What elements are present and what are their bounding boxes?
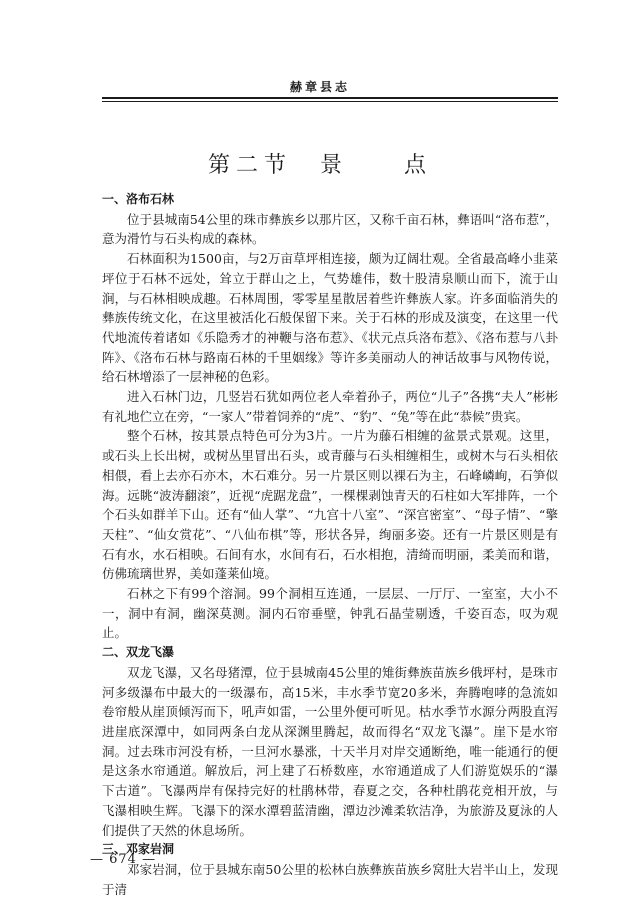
paragraph: 整个石林，按其景点特色可分为3片。一片为藤石相缠的盆景式景观。这里，或石头上长出树，或树丛里冒出石头，或青藤与石头相缠相生，或树木与石头相依相偎，看上去亦石亦木，木石难分。另一片景区则以裸石为主，石峰嶙峋，石笋似海。远眺“波涛翻滚”，近视“虎踞龙盘”，一棵棵剥蚀青天的石柱如大军排阵，一个个石头如群羊下山。还有“仙人掌”、“九宫十八室”、“深宫密室”、“母子情”、“擎天柱”、“仙女赏花”、“八仙布棋”等，形状各异，绚丽多姿。还有一片景区则是有石有水，水石相映。石间有水，水间有石，石水相抱，清绮而明丽，柔美而和谐，仿佛琉璃世界，美如蓬莱仙境。 xyxy=(102,428,558,582)
paragraph: 双龙飞瀑，又名母猪潭，位于县城南45公里的雉街彝族苗族乡俄坪村，是珠市河多级瀑布中最大的一级瀑布，高15米，丰水季节宽20多米，奔腾咆哮的急流如卷帘般从崖顶倾泻而下，吼声如雷，一公里外便可听见。枯水季节水源分两股直泻进崖底深潭中，如同两条白龙从深渊里腾起，故而得名“双龙飞瀑”。崖下是水帘洞。过去珠市河没有桥，一旦河水暴涨，十天半月对岸交通断绝，唯一能通行的便是这条水帘通道。解放后，河上建了石桥数座，水帘通道成了人们游览娱乐的“瀑下古道”。飞瀑两岸有保持完好的杜鹃林带，春夏之交，各种杜鹃花竞相开放，与飞瀑相映生辉。飞瀑下的深水潭碧蓝清幽，潭边沙滩柔软洁净，为旅游及夏泳的人们提供了天然的休息场所。 xyxy=(102,664,558,838)
paragraph: 石林之下有99个溶洞。99个洞相互连通，一层层、一厅厅、一室室，大小不一，洞中有洞，幽深莫测。洞内石帘垂壁，钟乳石晶莹剔透，千姿百态，叹为观止。 xyxy=(102,586,558,641)
paragraph: 邓家岩洞，位于县城东南50公里的松林白族彝族苗族乡窝肚大岩半山上，发现于清 xyxy=(102,861,558,897)
subsection-heading: 三、邓家岩洞 xyxy=(102,842,175,857)
header-rule-thin xyxy=(102,101,558,102)
page-number: — 674 — xyxy=(90,852,157,867)
paragraph: 位于县城南54公里的珠市彝族乡以那片区，又称千亩石林，彝语叫“洛布惹”，意为滑竹与石头构成的森林。 xyxy=(102,211,558,247)
section-title: 第二节 景 点 xyxy=(207,153,432,178)
header-rule-thick xyxy=(102,97,558,99)
paragraph: 进入石林门边，几竖岩石犹如两位老人牵着孙子，两位“儿子”各携“夫人”彬彬有礼地伫立在旁，“一家人”带着饲养的“虎”、“豹”、“兔”等在此“恭候”贵宾。 xyxy=(102,389,558,424)
subsection-heading: 一、洛布石林 xyxy=(102,192,175,206)
paragraph: 石林面积为1500亩，与2万亩草坪相连接，颇为辽阔壮观。全省最高峰小韭菜坪位于石林不远处，耸立于群山之上，气势雄伟，数十股清泉顺山而下，流于山涧，与石林相映成趣。石林周围，零零星星散居着些许彝族人家。许多面临消失的彝族传统文化，在这里被活化石般保留下来。关于石林的形成及演变，在这里一代代地流传着诸如《乐隐秀才的神鞭与洛布惹》、《状元点兵洛布惹》、《洛布惹与八卦阵》、《洛布石林与路南石林的千里姻缘》等许多美丽动人的神话故事与风物传说，给石林增添了一层神秘的色彩。 xyxy=(102,251,558,385)
body-content xyxy=(102,190,558,899)
subsection-heading: 二、双龙飞瀑 xyxy=(102,645,175,660)
running-header: 赫章县志 xyxy=(289,80,350,94)
